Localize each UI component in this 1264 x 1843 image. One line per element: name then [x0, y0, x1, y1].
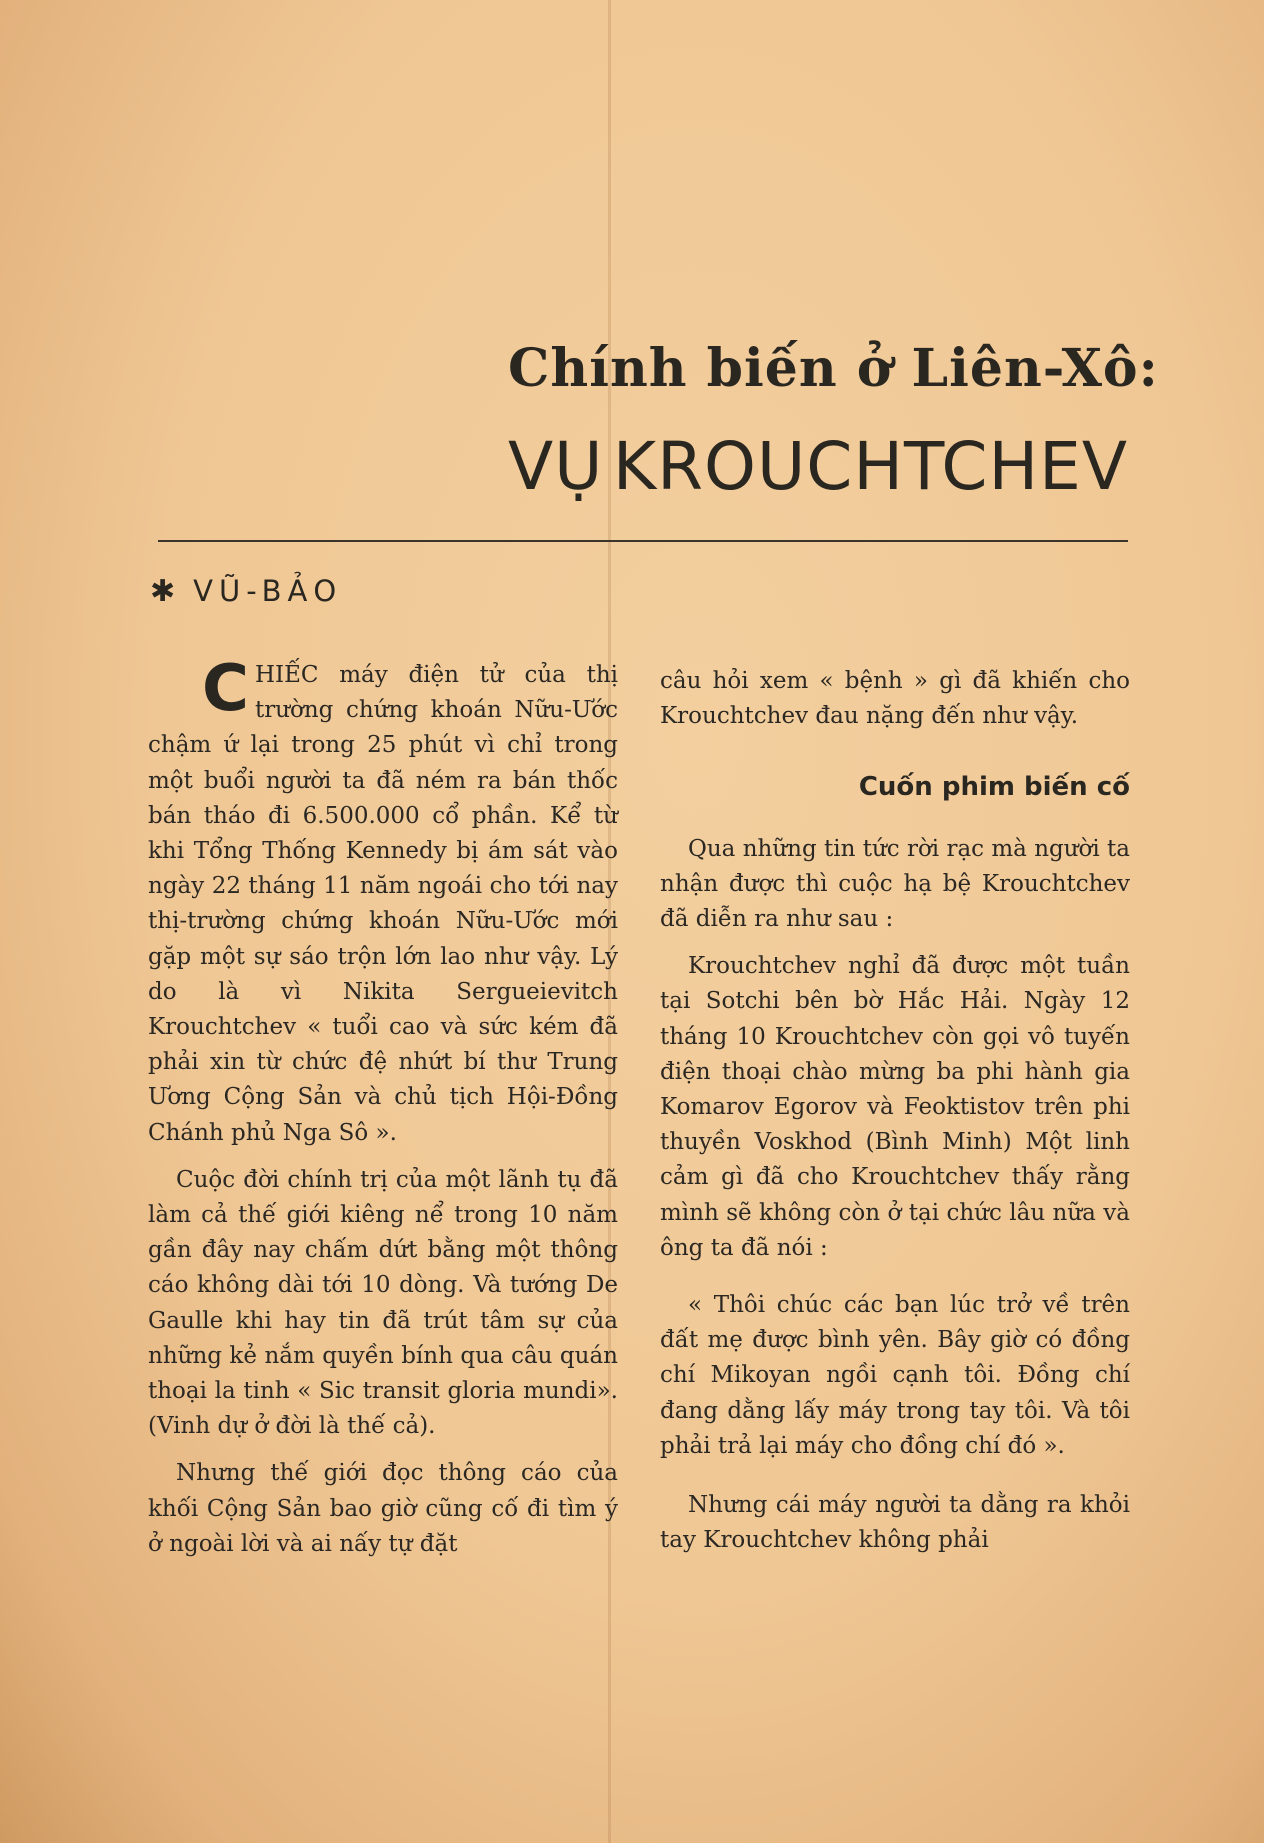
title-divider	[158, 540, 1128, 542]
article-heading-line2	[508, 428, 1128, 505]
drop-cap: C	[202, 652, 249, 726]
article-title-prefix: VỤ	[508, 428, 604, 505]
quote-paragraph: « Thôi chúc các bạn lúc trở về trên đất mẹ được bình yên. Bây giờ có đồng chí Mikoyan ngồi cạnh tôi. Đồng chí đang dằng lấy máy trong tay tôi. Và tôi phải trả lại máy cho đồng chí đó ».	[660, 1292, 1130, 1459]
right-column	[660, 664, 1130, 1558]
paragraph: Cuộc đời chính trị của một lãnh tụ đã làm cả thế giới kiêng nể trong 10 năm gần đây nay chấm dứt bằng một thông cáo không dài tới 10 dòng. Và tướng De Gaulle khi hay tin đã trút tâm sự của những kẻ nắm quyền bính qua câu quán thoại la tinh « Sic transit gloria mundi». (Vinh dự ở đời là thế cả).	[148, 1166, 618, 1440]
article-heading-line1: Chính biến ở Liên-Xô:	[508, 338, 1159, 399]
article-title-name: KROUCHTCHEV	[612, 428, 1128, 505]
author-byline	[150, 574, 342, 609]
asterisk-icon: ✱	[150, 574, 176, 609]
paragraph: Krouchtchev nghỉ đã được một tuần tại Sotchi bên bờ Hắc Hải. Ngày 12 tháng 10 Krouchtchev còn gọi vô tuyến điện thoại chào mừng ba phi hành gia Komarov Egorov và Feoktistov trên phi thuyền Voskhod (Bình Minh) Một linh cảm gì đã cho Krouchtchev thấy rằng mình sẽ không còn ở tại chức lâu nữa và ông ta đã nói :	[660, 953, 1130, 1261]
author-name: VŨ-BẢO	[193, 574, 343, 608]
paragraph	[148, 652, 618, 1151]
left-column	[148, 652, 618, 1562]
paragraph: câu hỏi xem « bệnh » gì đã khiến cho Krouchtchev đau nặng đến như vậy.	[660, 668, 1130, 730]
paragraph: Nhưng cái máy người ta dằng ra khỏi tay Krouchtchev không phải	[660, 1492, 1130, 1554]
paragraph: Qua những tin tức rời rạc mà người ta nhận được thì cuộc hạ bệ Krouchtchev đã diễn ra như sau :	[660, 835, 1131, 933]
paragraph-text: HIẾC máy điện tử của thị trường chứng khoán Nữu-Ước chậm ứ lại trong 25 phút vì chỉ trong một buổi người ta đã ném ra bán thốc bán tháo đi 6.500.000 cổ phần. Kể từ khi Tổng Thống Kennedy bị ám sát vào ngày 22 tháng 11 năm ngoái cho tới nay thị-trường chứng khoán Nữu-Ước mới gặp một sự sáo trộn lớn lao như vậy. Lý do là vì Nikita Sergueievitch Krouchtchev « tuổi cao và sức kém đã phải xin từ chức đệ nhứt bí thư Trung Ương Cộng Sản và chủ tịch Hội-Đồng Chánh phủ Nga Sô ».	[148, 662, 618, 1146]
section-subheading: Cuốn phim biến cố	[858, 772, 1130, 803]
paragraph: Nhưng thế giới đọc thông cáo của khối Cộng Sản bao giờ cũng cố đi tìm ý ở ngoài lời và ai nấy tự đặt	[148, 1460, 618, 1557]
